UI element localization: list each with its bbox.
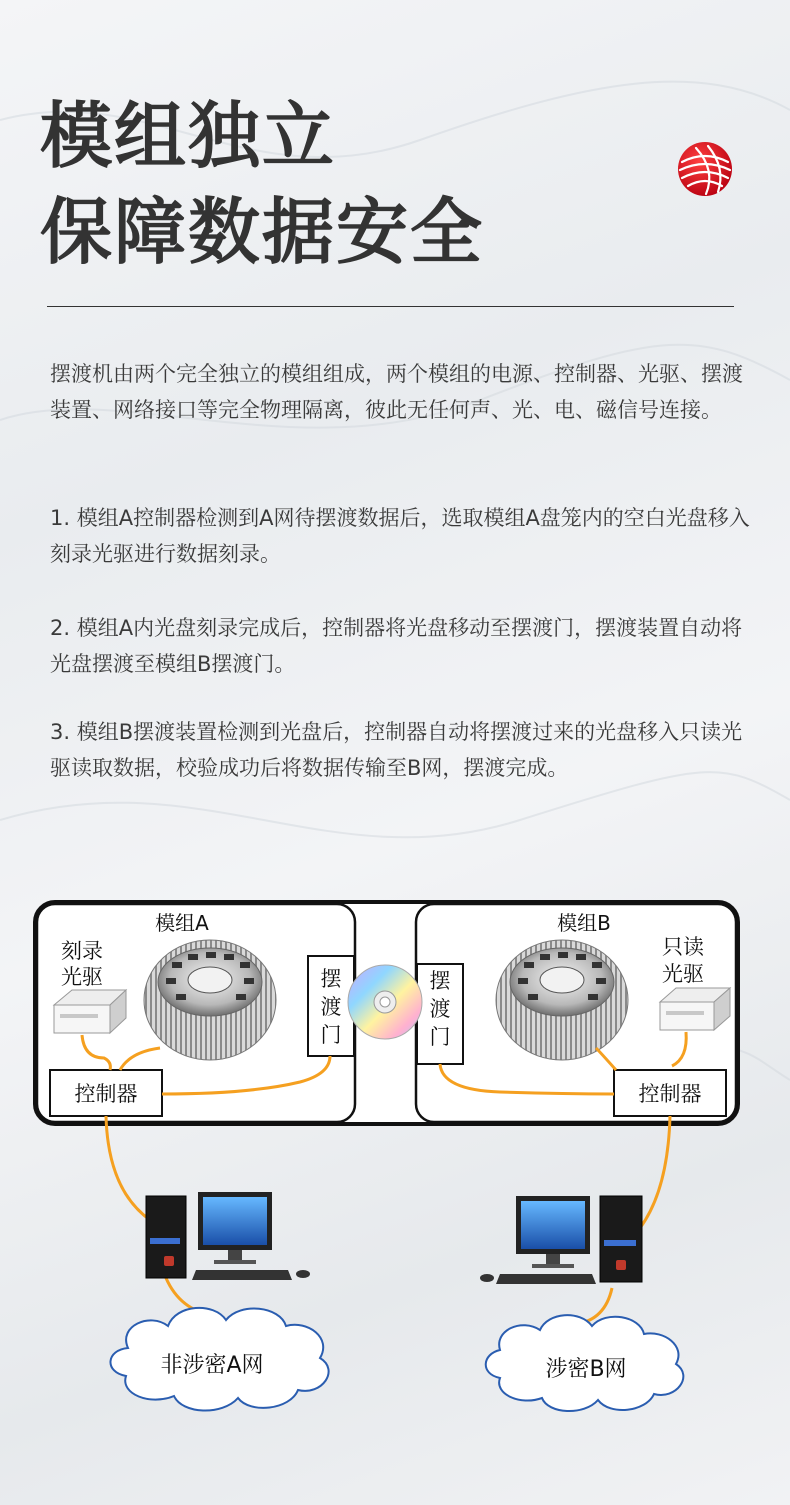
network-b-label: 涉密B网 <box>545 1357 627 1382</box>
module-a-door-char-1: 摆 <box>320 967 342 991</box>
step-3-text: 3. 模组B摆渡装置检测到光盘后，控制器自动将摆渡过来的光盘移入只读光驱读取数据，校验成功后将数据传输至B网，摆渡完成。 <box>50 720 743 780</box>
step-1-text: 1. 模组A控制器检测到A网待摆渡数据后，选取模组A盘笼内的空白光盘移入刻录光驱进行数据刻录。 <box>50 506 750 566</box>
module-b-drive-label-1: 只读 <box>662 935 704 959</box>
optical-disc-icon <box>348 965 422 1039</box>
page-title-line1: 模组独立 <box>40 94 337 178</box>
divider <box>47 306 734 307</box>
module-b-title: 模组B <box>557 911 611 935</box>
readonly-drive-icon <box>660 988 730 1030</box>
page-title-line2: 保障数据安全 <box>40 190 485 274</box>
module-b-drive-label-2: 光驱 <box>662 962 704 986</box>
module-a-door-char-3: 门 <box>320 1023 342 1047</box>
step-2-text: 2. 模组A内光盘刻录完成后，控制器将光盘移动至摆渡门，摆渡装置自动将光盘摆渡至模组B摆渡门。 <box>50 616 743 676</box>
module-a-title: 模组A <box>155 911 209 935</box>
ferry-system-diagram <box>0 880 790 1505</box>
red-dot-award-icon <box>676 140 734 198</box>
module-b-controller-label: 控制器 <box>638 1082 702 1106</box>
pc-b-icon <box>480 1196 642 1284</box>
module-b-door-char-3: 门 <box>429 1025 451 1049</box>
module-b-disc-cage-icon <box>496 940 628 1060</box>
module-b-door-char-2: 渡 <box>429 997 451 1021</box>
module-a-disc-cage-icon <box>144 940 276 1060</box>
burner-drive-icon <box>54 990 126 1033</box>
pc-a-icon <box>146 1192 310 1280</box>
module-a-door-char-2: 渡 <box>320 995 342 1019</box>
module-b-door-char-1: 摆 <box>429 969 451 993</box>
module-a-drive-label-1: 刻录 <box>61 939 103 963</box>
network-a-label: 非涉密A网 <box>160 1353 264 1378</box>
module-a-controller-label: 控制器 <box>74 1082 138 1106</box>
intro-text: 摆渡机由两个完全独立的模组组成，两个模组的电源、控制器、光驱、摆渡装置、网络接口等完全物理隔离，彼此无任何声、光、电、磁信号连接。 <box>50 362 743 422</box>
module-a-drive-label-2: 光驱 <box>61 965 103 989</box>
